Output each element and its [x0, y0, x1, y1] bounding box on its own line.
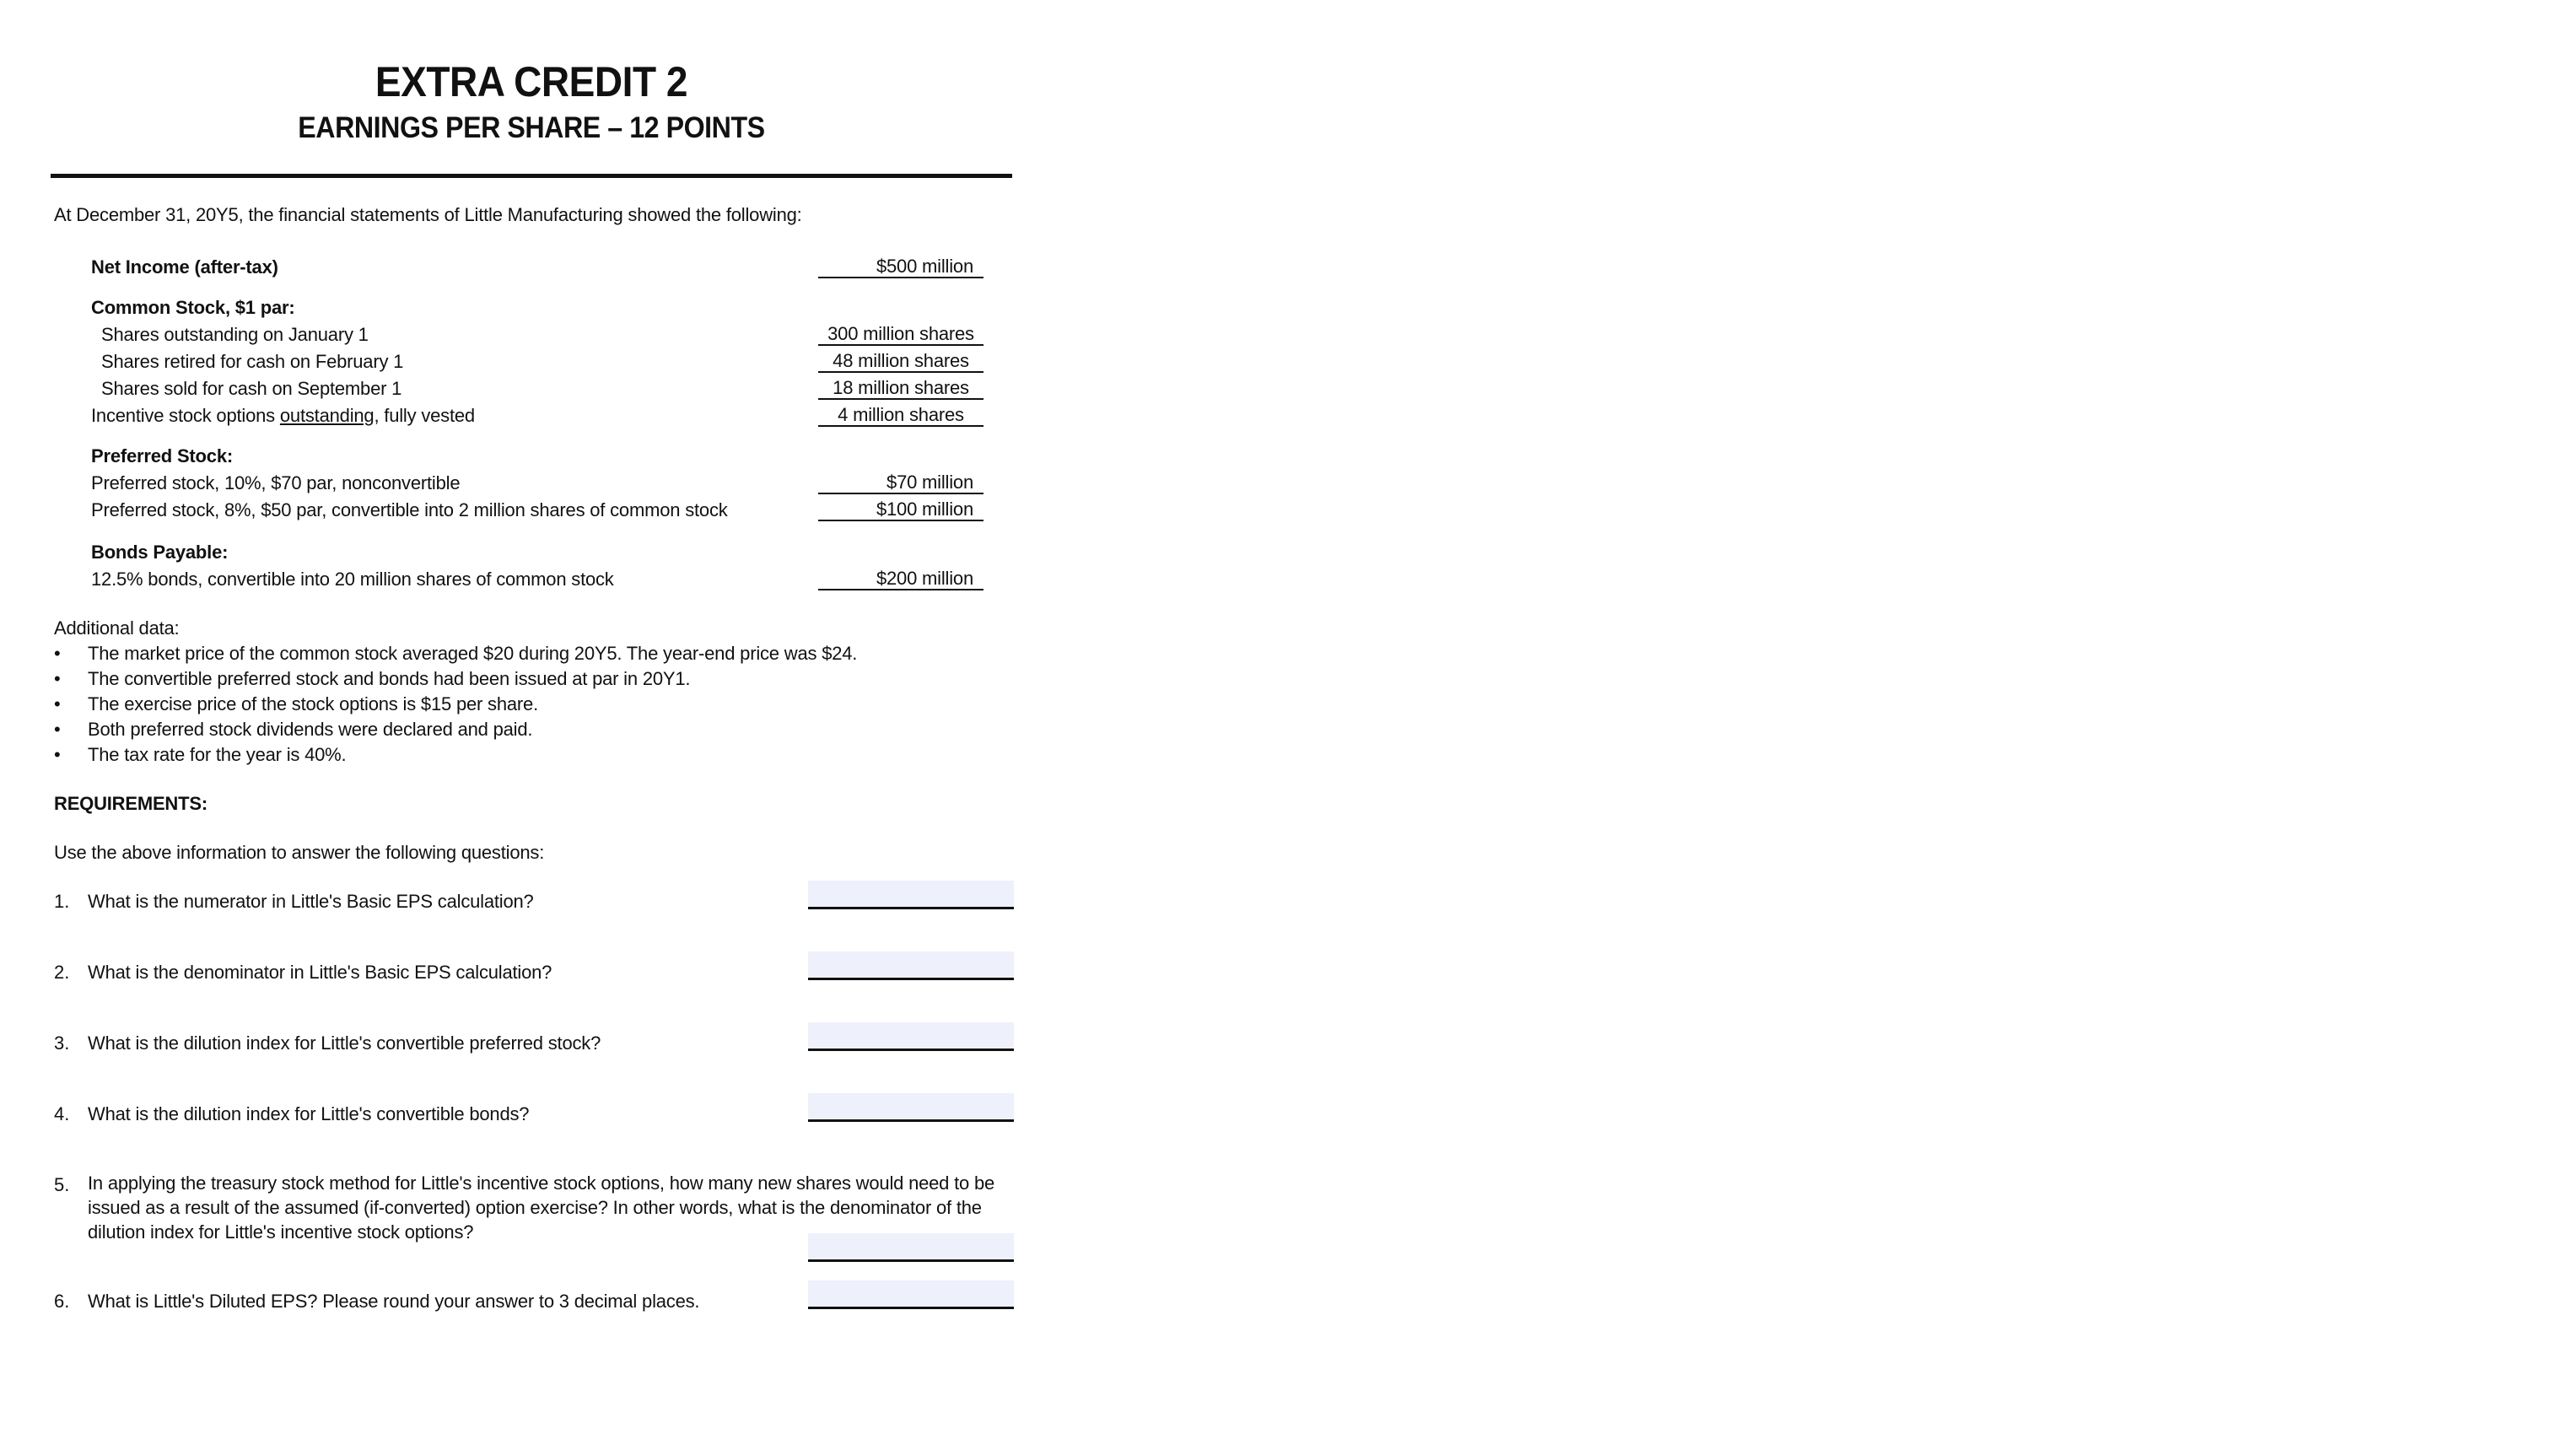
list-item: [51, 692, 857, 717]
bullet-icon: •: [54, 693, 61, 714]
preferred-10-label: Preferred stock, 10%, $70 par, nonconvertible: [91, 472, 461, 493]
question-6-text: What is Little's Diluted EPS? Please round your answer to 3 decimal places.: [88, 1291, 700, 1312]
title-divider: [51, 174, 1012, 178]
preferred-8-label: Preferred stock, 8%, $50 par, convertible into 2 million shares of common stock: [91, 499, 728, 520]
question-3-number: 3.: [54, 1032, 70, 1054]
list-item-text: The market price of the common stock averaged $20 during 20Y5. The year-end price was $24.: [88, 643, 858, 664]
question-2-text: What is the denominator in Little's Basic EPS calculation?: [88, 962, 552, 983]
preferred-10-value: $70 million: [818, 471, 984, 494]
bullet-icon: •: [54, 744, 61, 765]
common-stock-heading: Common Stock, $1 par:: [91, 297, 295, 318]
list-item-text: The convertible preferred stock and bonds had been issued at par in 20Y1.: [88, 668, 691, 689]
requirements-instruction: Use the above information to answer the following questions:: [54, 842, 545, 863]
question-1-text: What is the numerator in Little's Basic EPS calculation?: [88, 891, 534, 912]
shares-sold-value: 18 million shares: [818, 376, 984, 400]
answer-1-field[interactable]: [808, 881, 1014, 909]
stock-options-label-pre: Incentive stock options: [91, 405, 280, 426]
bullet-icon: •: [54, 643, 61, 664]
bonds-heading: Bonds Payable:: [91, 542, 229, 563]
page-title: EXTRA CREDIT 2: [375, 58, 688, 105]
question-3-text: What is the dilution index for Little's convertible preferred stock?: [88, 1032, 601, 1054]
net-income-value: $500 million: [818, 255, 984, 278]
document-page: [51, 0, 1029, 1434]
answer-4-field[interactable]: [808, 1093, 1014, 1122]
question-4-text: What is the dilution index for Little's convertible bonds?: [88, 1103, 530, 1124]
question-5-text: In applying the treasury stock method for Little's incentive stock options, how many new shares would need to be issued as a result of the assumed (if-converted) option exercise? In other words, what is the denominator of the dilution index for Little's incentive stock options?: [88, 1173, 995, 1243]
answer-2-field[interactable]: [808, 952, 1014, 980]
list-item-text: Both preferred stock dividends were declared and paid.: [88, 719, 533, 740]
list-item-text: The exercise price of the stock options is $15 per share.: [88, 693, 538, 714]
question-6-number: 6.: [54, 1291, 70, 1312]
list-item: [51, 717, 857, 742]
bullet-icon: •: [54, 719, 61, 740]
intro-text: At December 31, 20Y5, the financial statements of Little Manufacturing showed the following:: [54, 204, 802, 225]
page-subtitle: EARNINGS PER SHARE – 12 POINTS: [298, 111, 765, 144]
list-item: [51, 666, 857, 692]
stock-options-label-post: , fully vested: [374, 405, 475, 426]
shares-sold-label: Shares sold for cash on September 1: [101, 378, 402, 399]
shares-outstanding-label: Shares outstanding on January 1: [101, 324, 369, 345]
requirements-heading: REQUIREMENTS:: [54, 793, 207, 814]
list-item: [51, 641, 857, 666]
answer-3-field[interactable]: [808, 1022, 1014, 1051]
stock-options-label: [91, 405, 475, 427]
preferred-8-value: $100 million: [818, 498, 984, 521]
preferred-stock-heading: Preferred Stock:: [91, 445, 233, 466]
shares-outstanding-value: 300 million shares: [818, 322, 984, 346]
list-item-text: The tax rate for the year is 40%.: [88, 744, 347, 765]
stock-options-value: 4 million shares: [818, 403, 984, 427]
additional-data-list: [51, 641, 857, 768]
bonds-label: 12.5% bonds, convertible into 20 million shares of common stock: [91, 569, 614, 590]
bonds-value: $200 million: [818, 567, 984, 590]
question-5-number: 5.: [54, 1174, 70, 1195]
net-income-label: Net Income (after-tax): [91, 256, 278, 278]
question-4-number: 4.: [54, 1103, 70, 1124]
answer-5-field[interactable]: [808, 1233, 1014, 1262]
shares-retired-value: 48 million shares: [818, 349, 984, 373]
list-item: [51, 742, 857, 768]
stock-options-label-underlined: outstanding: [279, 405, 375, 426]
question-1-number: 1.: [54, 891, 70, 912]
question-2-number: 2.: [54, 962, 70, 983]
additional-data-heading: Additional data:: [54, 617, 180, 639]
bullet-icon: •: [54, 668, 61, 689]
answer-6-field[interactable]: [808, 1280, 1014, 1309]
shares-retired-label: Shares retired for cash on February 1: [101, 351, 404, 372]
